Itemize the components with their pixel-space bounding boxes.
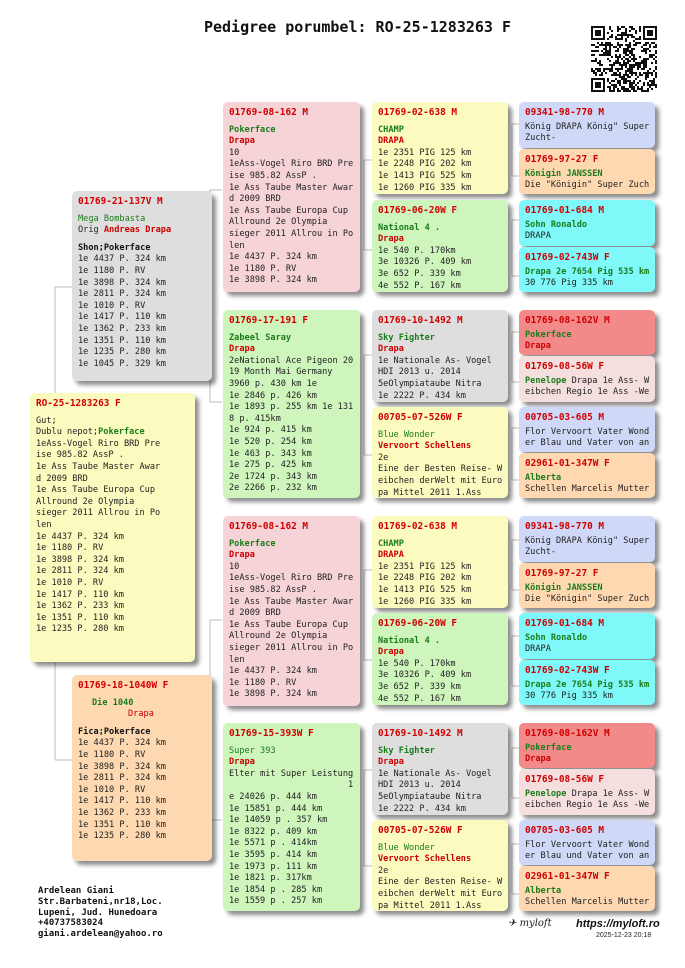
ring-number: 01769-06-20W F bbox=[378, 205, 458, 216]
result-line: 1e 1180 P. RV bbox=[78, 265, 146, 276]
result-line: 1e 3595 p. 414 km bbox=[229, 849, 317, 860]
breeder-name: Drapa bbox=[378, 647, 404, 658]
breeder-name: Drapa bbox=[378, 234, 404, 245]
ring-number: 01769-06-20W F bbox=[378, 618, 458, 629]
result-line: 3e 10326 P. 409 km bbox=[378, 670, 472, 681]
ring-number: 01769-01-684 M bbox=[525, 618, 605, 629]
result-line: 1e 2222 P. 434 km bbox=[378, 803, 466, 814]
breeder-name: Vervoort Schellens bbox=[378, 441, 472, 452]
result-line: 1 bbox=[229, 780, 354, 791]
results-list bbox=[36, 439, 190, 636]
g4-card-1[interactable] bbox=[519, 102, 655, 148]
logo-text: myloft bbox=[519, 918, 552, 929]
result-line: 1e 1235 P. 280 km bbox=[78, 831, 166, 842]
result-line: 1e 1180 P. RV bbox=[229, 263, 297, 274]
breeder-name: Drapa bbox=[525, 341, 551, 352]
ring-number: 00705-07-526W F bbox=[378, 412, 463, 423]
result-line: 1e 520 p. 254 km bbox=[229, 436, 312, 447]
pigeon-name: Pokerface bbox=[525, 329, 572, 340]
result-line: 1e 1413 PIG 525 km bbox=[378, 170, 472, 181]
results-list bbox=[229, 148, 355, 287]
g4-card-8[interactable] bbox=[519, 453, 655, 498]
pigeon-name: Mega Bombasta bbox=[78, 213, 146, 224]
breeder-name: DRAPA bbox=[378, 136, 404, 147]
results-list bbox=[78, 254, 207, 370]
results-list bbox=[378, 148, 503, 194]
result-line: 1e 2811 P. 324 km bbox=[78, 773, 166, 784]
result-line: 1e Ass Taube Europa Cup bbox=[229, 619, 348, 630]
result-line: 1e 1854 p . 285 km bbox=[229, 884, 323, 895]
result-line: 1e Ass Taube Master Awar bbox=[229, 182, 354, 193]
ring-number: 01769-10-1492 M bbox=[378, 315, 463, 326]
result-line: 1eAss-Vogel Riro BRD Pre bbox=[229, 573, 354, 584]
result-line: 1e 1362 P. 233 km bbox=[78, 807, 166, 818]
results-list bbox=[378, 866, 503, 911]
ring-number: 01769-08-56W F bbox=[525, 774, 605, 785]
result-line: 1e 1417 P. 110 km bbox=[36, 589, 124, 600]
result-line: 1e 2846 p. 426 km bbox=[229, 390, 317, 401]
result-line: 1e 1010 P. RV bbox=[78, 784, 146, 795]
ring-number: 01769-97-27 F bbox=[525, 154, 599, 165]
result-line: 1e 4437 P. 324 km bbox=[36, 531, 124, 542]
result-line: 1e 14059 p . 357 km bbox=[229, 815, 328, 826]
result-line: 2eNational Ace Pigeon 20 bbox=[229, 355, 354, 366]
card-text: Schellen Marcelis Mutter bbox=[525, 897, 650, 908]
result-line: 1e 1180 P. RV bbox=[229, 677, 297, 688]
pigeon-logo-icon: ✈ bbox=[508, 918, 517, 929]
breeder-name: Drapa bbox=[229, 757, 255, 768]
result-line: 1e 1362 P. 233 km bbox=[78, 323, 166, 334]
g4-card-3[interactable] bbox=[519, 200, 655, 246]
results-list bbox=[378, 562, 503, 608]
owner-name: Ardelean Giani bbox=[38, 886, 114, 896]
results-list bbox=[378, 453, 503, 498]
result-line: Eine der Besten Reise- W bbox=[378, 877, 503, 888]
result-line: 1e 2811 P. 324 km bbox=[36, 566, 124, 577]
breeder-name: Drapa bbox=[229, 136, 255, 147]
card-text-line bbox=[525, 376, 650, 399]
results-list bbox=[378, 769, 503, 815]
card-text: 30 776 Pig 335 km bbox=[525, 691, 613, 702]
card-text: Drapa 1e Ass- Weibchen Regio 1e Ass -We bbox=[525, 788, 650, 811]
card-text: 30 776 Pig 335 km bbox=[525, 278, 613, 289]
ring-number: 01769-02-743W F bbox=[525, 665, 610, 676]
ring-number: 01769-18-1040W F bbox=[78, 680, 169, 691]
card-text: DRAPA bbox=[525, 231, 551, 242]
card-text: Die "Königin" Super Zuch bbox=[525, 180, 650, 191]
pigeon-name: Blue Wonder bbox=[378, 842, 435, 853]
result-line: 1e 1045 P. 329 km bbox=[78, 358, 166, 369]
g3-card-2[interactable] bbox=[372, 200, 508, 292]
result-line: 1e 463 p. 343 km bbox=[229, 448, 312, 459]
result-line: 3e 652 P. 339 km bbox=[378, 268, 461, 279]
result-line: eibchen derWelt mit Euro bbox=[378, 888, 503, 899]
result-line: 3960 p. 430 km 1e bbox=[229, 378, 317, 389]
result-line: 1e 1351 P. 110 km bbox=[78, 335, 166, 346]
result-line: 5eOlympiataube Nitra bbox=[378, 378, 482, 389]
result-line: 1e Nationale As- Vogel bbox=[378, 355, 492, 366]
result-line: 8 p. 415km bbox=[229, 413, 281, 424]
card-text-line bbox=[525, 789, 650, 812]
pigeon-name: Königin JANSSEN bbox=[525, 582, 603, 593]
sire-card[interactable] bbox=[72, 191, 212, 381]
result-line: 1e 3898 P. 324 km bbox=[78, 277, 166, 288]
result-line: 1e 275 p. 425 km bbox=[229, 460, 312, 471]
result-line: 1e 1351 P. 110 km bbox=[78, 819, 166, 830]
result-line: 1e 1260 PIG 335 km bbox=[378, 596, 472, 607]
card-text: Flor Vervoort Vater Wonder Blau und Vater von an bbox=[525, 839, 650, 862]
ring-number: 01769-97-27 F bbox=[525, 568, 599, 579]
g4-card-9[interactable] bbox=[519, 516, 655, 562]
result-line: 2e 2266 p. 232 km bbox=[229, 483, 317, 494]
ring-number: 01769-10-1492 M bbox=[378, 728, 463, 739]
result-line: ise 985.82 AssP . bbox=[36, 450, 124, 461]
pigeon-name: CHAMP bbox=[378, 124, 404, 135]
g3-card-7[interactable] bbox=[372, 723, 508, 815]
result-line: 2e bbox=[378, 865, 389, 876]
card-text-line bbox=[78, 225, 207, 237]
g3-card-1[interactable] bbox=[372, 102, 508, 194]
result-line: 1e 4437 P. 324 km bbox=[229, 252, 317, 263]
result-line: eibchen derWelt mit Euro bbox=[378, 475, 503, 486]
result-line: 1e Ass Taube Europa Cup bbox=[36, 485, 155, 496]
result-line: 1e 8322 p. 409 km bbox=[229, 826, 317, 837]
owner-phone: +40737583024 bbox=[38, 918, 104, 929]
g4-card-6[interactable] bbox=[519, 356, 655, 402]
owner-address-street: Str.Barbateni,nr18,Loc. bbox=[38, 896, 163, 907]
result-line: 1e 540 P. 170km bbox=[378, 658, 456, 669]
result-line: sieger 2011 Allrou in Po bbox=[229, 228, 354, 239]
result-line: 1e 2811 P. 324 km bbox=[78, 289, 166, 300]
g4-card-2[interactable] bbox=[519, 149, 655, 194]
results-list bbox=[378, 659, 503, 705]
page-title: Pedigree porumbel: RO-25-1283263 F bbox=[203, 18, 512, 36]
pigeon-name: Pokerface bbox=[525, 742, 572, 753]
owner-address-city: Lupeni, Jud. Hunedoara bbox=[38, 907, 158, 918]
site-link[interactable]: https://myloft.ro bbox=[576, 918, 660, 930]
pigeon-name: Sky Fighter bbox=[378, 332, 435, 343]
result-line: 1e 4437 P. 324 km bbox=[78, 738, 166, 749]
result-line: 1e 2248 PIG 202 km bbox=[378, 573, 472, 584]
granddam-paternal-card[interactable] bbox=[223, 310, 360, 498]
result-line: len bbox=[229, 654, 245, 665]
owner-email: giani.ardelean@yahoo.ro bbox=[38, 929, 163, 940]
pigeon-name: Sohn Ronaldo bbox=[525, 632, 588, 643]
result-line: 10 bbox=[229, 561, 240, 572]
g4-card-14[interactable] bbox=[519, 769, 655, 815]
card-text: Schellen Marcelis Mutter bbox=[525, 484, 650, 495]
ring-number: 01769-02-743W F bbox=[525, 252, 610, 263]
g4-card-16[interactable] bbox=[519, 866, 655, 911]
owner-contact bbox=[38, 886, 163, 940]
card-text: Flor Vervoort Vater Wonder Blau und Vater von an bbox=[525, 426, 650, 449]
result-line: Elter mit Super Leistung bbox=[229, 768, 354, 779]
card-text: Drapa 1e Ass- Weibchen Regio 1e Ass -We bbox=[525, 375, 650, 398]
result-line: 1e 1362 P. 233 km bbox=[36, 601, 124, 612]
result-line: pa Mittel 2011 1.Ass bbox=[378, 900, 482, 911]
granddam-maternal-card[interactable] bbox=[223, 723, 360, 911]
ring-number: 01769-01-684 M bbox=[525, 205, 605, 216]
pigeon-name: Drapa 2e 7654 Pig 535 km bbox=[525, 266, 650, 277]
dam-card[interactable] bbox=[72, 675, 212, 861]
g4-card-5[interactable] bbox=[519, 310, 655, 355]
result-line: 1e 1260 PIG 335 km bbox=[378, 182, 472, 193]
breeder-name: Drapa bbox=[378, 344, 404, 355]
result-line: 1e 1010 P. RV bbox=[78, 300, 146, 311]
result-line: 1e Ass Taube Master Awar bbox=[36, 461, 161, 472]
result-line: d 2009 BRD bbox=[229, 608, 281, 619]
result-line: 10 bbox=[229, 147, 240, 158]
results-list bbox=[229, 356, 355, 495]
result-line: 1e 1180 P. RV bbox=[78, 749, 146, 760]
result-line: HDI 2013 u. 2014 bbox=[378, 367, 461, 378]
result-line: 1e Nationale As- Vogel bbox=[378, 768, 492, 779]
card-text-line: Fica;Pokerface bbox=[78, 726, 151, 737]
g3-card-6[interactable] bbox=[372, 613, 508, 705]
pigeon-name: Pokerface bbox=[98, 427, 145, 438]
ring-number: 01769-08-162 M bbox=[229, 521, 309, 532]
result-line: 1e 4437 P. 324 km bbox=[229, 666, 317, 677]
pigeon-name: Blue Wonder bbox=[378, 429, 435, 440]
pigeon-name: Super 393 bbox=[229, 745, 276, 756]
result-line: 1e 2351 PIG 125 km bbox=[378, 147, 472, 158]
result-line: 1eAss-Vogel Riro BRD Pre bbox=[229, 159, 354, 170]
ring-number: 01769-02-638 M bbox=[378, 521, 458, 532]
breeder-name: Drapa bbox=[525, 754, 551, 765]
breeder-name: Vervoort Schellens bbox=[378, 854, 472, 865]
breeder-name: Drapa bbox=[378, 757, 404, 768]
ring-number: 02961-01-347W F bbox=[525, 458, 610, 469]
result-line: 1e 1559 p . 257 km bbox=[229, 896, 323, 907]
g3-card-3[interactable] bbox=[372, 310, 508, 402]
results-list bbox=[78, 738, 207, 842]
result-line: len bbox=[229, 240, 245, 251]
ring-number: 01769-17-191 F bbox=[229, 315, 309, 326]
ring-number: 02961-01-347W F bbox=[525, 871, 610, 882]
result-line: 1e 5571 p . 414km bbox=[229, 838, 317, 849]
result-line: ise 985.82 AssP . bbox=[229, 170, 317, 181]
ring-number: 00705-03-605 M bbox=[525, 825, 605, 836]
g4-card-12[interactable] bbox=[519, 660, 655, 705]
result-line: 1e 2351 PIG 125 km bbox=[378, 561, 472, 572]
print-date: 2025-12-23 20:18 bbox=[596, 932, 652, 939]
result-line: 1e 1010 P. RV bbox=[36, 577, 104, 588]
result-line: d 2009 BRD bbox=[36, 473, 88, 484]
pigeon-name: Alberta bbox=[525, 885, 562, 896]
result-line: d 2009 BRD bbox=[229, 194, 281, 205]
results-list bbox=[229, 562, 355, 701]
pigeon-name: Sohn Ronaldo bbox=[525, 219, 588, 230]
grandsire-paternal-card[interactable] bbox=[223, 102, 360, 292]
results-list bbox=[378, 356, 503, 402]
result-line: 1eAss-Vogel Riro BRD Pre bbox=[36, 438, 161, 449]
results-list bbox=[229, 769, 355, 908]
result-line: 1e 15851 p. 444 km bbox=[229, 803, 323, 814]
result-line: 1e 2222 P. 434 km bbox=[378, 390, 466, 401]
result-line: Eine der Besten Reise- W bbox=[378, 464, 503, 475]
result-line: 3e 10326 P. 409 km bbox=[378, 257, 472, 268]
result-line: len bbox=[36, 519, 52, 530]
result-line: Allround 2e Olympia bbox=[229, 631, 328, 642]
pigeon-name: Sky Fighter bbox=[378, 745, 435, 756]
pigeon-name: National 4 . bbox=[378, 635, 441, 646]
result-line: 1e Ass Taube Master Awar bbox=[229, 596, 354, 607]
pigeon-name: Alberta bbox=[525, 472, 562, 483]
breeder-name: DRAPA bbox=[378, 550, 404, 561]
pigeon-name: Die 1040 bbox=[92, 697, 134, 708]
pigeon-name: Pokerface bbox=[229, 124, 276, 135]
pigeon-name: Penelope bbox=[525, 788, 567, 799]
ring-number: 01769-21-137V M bbox=[78, 196, 163, 207]
result-line: e 24026 p. 444 km bbox=[229, 791, 317, 802]
result-line: 1e 1351 P. 110 km bbox=[36, 612, 124, 623]
pigeon-name: Königin JANSSEN bbox=[525, 168, 603, 179]
breeder-name: Drapa bbox=[128, 709, 154, 720]
pigeon-name: CHAMP bbox=[378, 538, 404, 549]
ring-number: 00705-03-605 M bbox=[525, 412, 605, 423]
g4-card-13[interactable] bbox=[519, 723, 655, 768]
result-line: 1e 1235 P. 280 km bbox=[36, 624, 124, 635]
result-line: Allround 2e Olympia bbox=[36, 496, 135, 507]
grandsire-maternal-card[interactable] bbox=[223, 516, 360, 706]
card-text: Die "Königin" Super Zuch bbox=[525, 594, 650, 605]
result-line: 1e 3898 P. 324 km bbox=[78, 761, 166, 772]
result-line: 1e 1821 p. 317km bbox=[229, 873, 312, 884]
subject-card[interactable] bbox=[30, 393, 195, 662]
g4-card-10[interactable] bbox=[519, 563, 655, 608]
ring-number: 01769-08-162 M bbox=[229, 107, 309, 118]
ring-number: 01769-08-56W F bbox=[525, 361, 605, 372]
g3-card-4[interactable] bbox=[372, 407, 508, 498]
myloft-logo bbox=[508, 918, 552, 929]
breeder-name: Drapa bbox=[229, 344, 255, 355]
breeder-name: Drapa bbox=[229, 550, 255, 561]
card-text: Dublu nepot; bbox=[36, 427, 99, 438]
result-line: 1e 3898 P. 324 km bbox=[229, 275, 317, 286]
results-list bbox=[378, 246, 503, 292]
ring-number: 01769-08-162V M bbox=[525, 728, 610, 739]
result-line: 1e 3898 P. 324 km bbox=[36, 554, 124, 565]
result-line: HDI 2013 u. 2014 bbox=[378, 780, 461, 791]
result-line: 1e 1235 P. 280 km bbox=[78, 347, 166, 358]
ring-number: 01769-02-638 M bbox=[378, 107, 458, 118]
g3-card-5[interactable] bbox=[372, 516, 508, 608]
ring-number: 09341-98-770 M bbox=[525, 521, 605, 532]
result-line: sieger 2011 Allrou in Po bbox=[229, 642, 354, 653]
result-line: 1e 1413 PIG 525 km bbox=[378, 584, 472, 595]
pigeon-name: National 4 . bbox=[378, 222, 441, 233]
card-text: König DRAPA König" Super Zucht- bbox=[525, 121, 655, 144]
result-line: 1e 2248 PIG 202 km bbox=[378, 159, 472, 170]
result-line: 1e 3898 P. 324 km bbox=[229, 689, 317, 700]
result-line: 1e 1893 p. 255 km 1e 131 bbox=[229, 402, 354, 413]
card-text-line bbox=[36, 427, 190, 439]
pigeon-name: Zabeel Saray bbox=[229, 332, 292, 343]
pigeon-name: Drapa 2e 7654 Pig 535 km bbox=[525, 679, 650, 690]
ring-number: RO-25-1283263 F bbox=[36, 398, 121, 409]
pigeon-name: Penelope bbox=[525, 375, 567, 386]
result-line: 1e 540 P. 170km bbox=[378, 245, 456, 256]
result-line: 1e 4437 P. 324 km bbox=[78, 254, 166, 265]
card-text-line: Gut; bbox=[36, 415, 57, 426]
g4-card-4[interactable] bbox=[519, 247, 655, 292]
result-line: 19 Month Mai Germany bbox=[229, 367, 333, 378]
card-text: König DRAPA König" Super Zucht- bbox=[525, 535, 655, 558]
result-line: 4e 552 P. 167 km bbox=[378, 280, 461, 291]
result-line: 1e Ass Taube Europa Cup bbox=[229, 205, 348, 216]
pigeon-name: Pokerface bbox=[229, 538, 276, 549]
card-text: DRAPA bbox=[525, 644, 551, 655]
g4-card-7[interactable] bbox=[519, 407, 655, 452]
ring-number: 00705-07-526W F bbox=[378, 825, 463, 836]
g4-card-11[interactable] bbox=[519, 613, 655, 659]
result-line: pa Mittel 2011 1.Ass bbox=[378, 487, 482, 498]
g4-card-15[interactable] bbox=[519, 820, 655, 865]
result-line: 1e 924 p. 415 km bbox=[229, 425, 312, 436]
result-line: sieger 2011 Allrou in Po bbox=[36, 508, 161, 519]
breeder-name: Andreas Drapa bbox=[103, 225, 172, 236]
result-line: Allround 2e Olympia bbox=[229, 217, 328, 228]
result-line: 1e 1417 P. 110 km bbox=[78, 312, 166, 323]
ring-number: 09341-98-770 M bbox=[525, 107, 605, 118]
result-line: 2e 1724 p. 343 km bbox=[229, 471, 317, 482]
result-line: 1e 1180 P. RV bbox=[36, 543, 104, 554]
ring-number: 01769-08-162V M bbox=[525, 315, 610, 326]
result-line: 5eOlympiataube Nitra bbox=[378, 791, 482, 802]
result-line: 1e 1417 P. 110 km bbox=[78, 796, 166, 807]
g3-card-8[interactable] bbox=[372, 820, 508, 911]
result-line: 3e 652 P. 339 km bbox=[378, 681, 461, 692]
result-line: 2e bbox=[378, 452, 389, 463]
result-line: 1e 1973 p. 111 km bbox=[229, 861, 317, 872]
ring-number: 01769-15-393W F bbox=[229, 728, 314, 739]
card-text: Orig bbox=[78, 225, 104, 236]
result-line: ise 985.82 AssP . bbox=[229, 584, 317, 595]
card-text-line: Shon;Pokerface bbox=[78, 242, 151, 253]
result-line: 4e 552 P. 167 km bbox=[378, 693, 461, 704]
